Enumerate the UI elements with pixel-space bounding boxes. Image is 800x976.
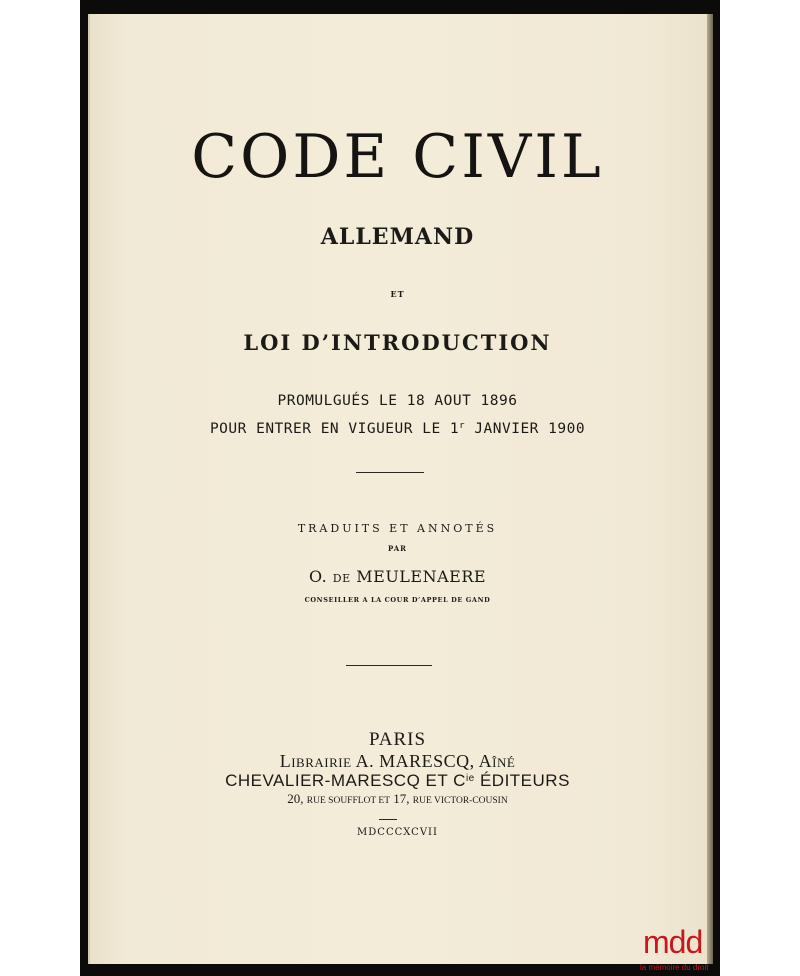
entry-into-force-text: POUR ENTRER EN VIGUEUR LE 1 bbox=[209, 421, 460, 437]
author-initial: O. bbox=[308, 567, 328, 586]
bookseller-lead: L bbox=[279, 751, 292, 771]
author-surname: MEULENAERE bbox=[356, 567, 487, 586]
bookseller-smallcaps: IBRAIRIE bbox=[291, 755, 352, 770]
promulgation-line: PROMULGUÉS LE 18 AOUT 1896 bbox=[277, 393, 518, 409]
imprint-address bbox=[88, 790, 707, 810]
divider-rule-middle bbox=[346, 665, 432, 666]
second-title: LOI D’INTRODUCTION bbox=[243, 330, 552, 355]
author-role: CONSEILLER A LA COUR D’APPEL DE GAND bbox=[304, 596, 491, 604]
address-number-1: 20, bbox=[287, 791, 304, 806]
main-title: CODE CIVIL bbox=[191, 122, 604, 192]
bookseller-suffix: ÎNÉ bbox=[492, 755, 516, 770]
publishers-superscript: ie bbox=[465, 773, 475, 784]
publication-year: MDCCCXCVII bbox=[357, 827, 438, 838]
bookseller-name: A. MARESCQ, A bbox=[355, 751, 493, 771]
subtitle: ALLEMAND bbox=[320, 224, 475, 250]
publishers-name: CHEVALIER-MARESCQ ET C bbox=[225, 771, 466, 790]
entry-into-force-superscript: r bbox=[459, 421, 466, 431]
address-street-1: RUE SOUFFLOT ET bbox=[306, 796, 391, 806]
divider-rule-short bbox=[379, 819, 397, 820]
by-line: PAR bbox=[387, 544, 407, 553]
mdd-watermark-logo bbox=[640, 922, 720, 976]
conjunction: ET bbox=[390, 289, 405, 299]
divider-rule-top bbox=[356, 472, 424, 473]
author-name bbox=[88, 566, 707, 590]
address-street-2: RUE VICTOR-COUSIN bbox=[412, 796, 508, 806]
publishers-role: ÉDITEURS bbox=[474, 771, 570, 790]
mdd-logo-mark: mdd bbox=[643, 924, 703, 960]
address-number-2: 17, bbox=[393, 791, 410, 806]
translated-line: TRADUITS ET ANNOTÉS bbox=[297, 522, 498, 535]
entry-into-force-date: JANVIER 1900 bbox=[465, 421, 586, 437]
imprint-city: PARIS bbox=[368, 729, 427, 750]
mdd-logo-tagline: la mémoire du droit bbox=[640, 963, 709, 972]
author-particle: DE bbox=[332, 572, 351, 585]
page-edge-shadow bbox=[707, 14, 713, 964]
entry-into-force-line bbox=[88, 419, 707, 439]
